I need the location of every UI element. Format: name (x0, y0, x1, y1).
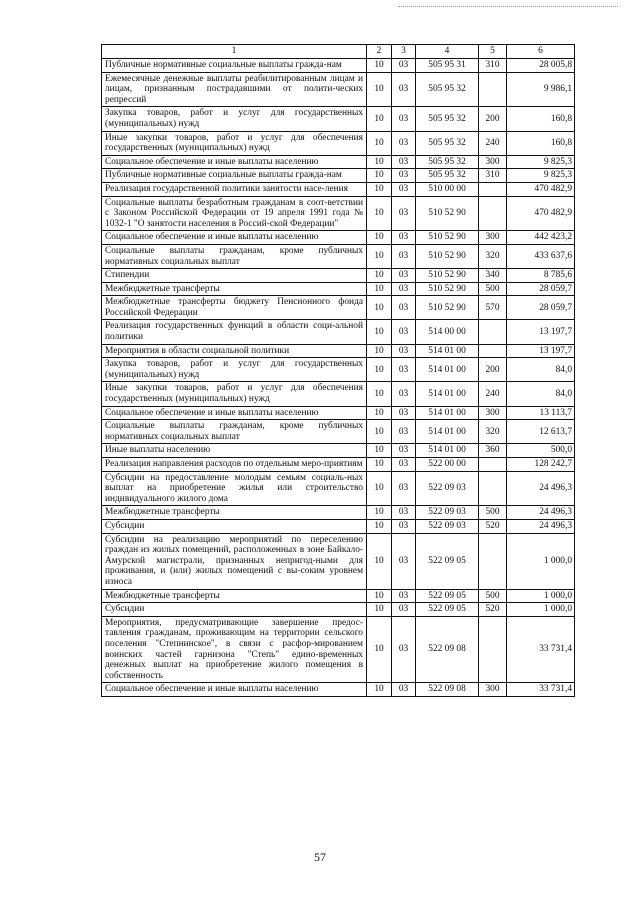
row-expense-type: 520 (479, 603, 507, 617)
row-name: Ежемесячные денежные выплаты реабилитированным лицам и лицам, признанным пострадавшими от полити-ческих репрессий (102, 72, 367, 107)
row-amount: 1 000,0 (507, 589, 575, 603)
row-section: 10 (367, 471, 392, 506)
row-expense-type: 520 (479, 519, 507, 533)
row-amount: 433 637,6 (507, 244, 575, 268)
row-name: Социальные выплаты безработным гражданам в соот-ветствии с Законом Российской Федерации от 19 апреля 1991 года № 1032-1 "О занятости населения в Россий-ской Федерации" (102, 196, 367, 231)
row-name: Реализация направления расходов по отдельным меро-приятиям (102, 458, 367, 472)
row-subsection: 03 (392, 420, 416, 444)
row-target-code: 514 01 00 (416, 344, 479, 358)
row-subsection: 03 (392, 269, 416, 283)
row-expense-type: 310 (479, 59, 507, 73)
row-subsection: 03 (392, 231, 416, 245)
table-row (102, 72, 575, 107)
row-amount: 13 197,7 (507, 320, 575, 344)
row-subsection: 03 (392, 344, 416, 358)
row-target-code: 522 09 05 (416, 533, 479, 589)
row-name: Субсидии (102, 519, 367, 533)
row-expense-type (479, 471, 507, 506)
table-row (102, 320, 575, 344)
row-target-code: 522 09 08 (416, 683, 479, 697)
budget-table (101, 44, 575, 697)
row-name: Социальное обеспечение и иные выплаты населению (102, 231, 367, 245)
row-subsection: 03 (392, 169, 416, 183)
row-section: 10 (367, 231, 392, 245)
row-amount: 84,0 (507, 358, 575, 382)
row-section: 10 (367, 382, 392, 406)
table-row (102, 458, 575, 472)
row-expense-type (479, 196, 507, 231)
row-name: Публичные нормативные социальные выплаты гражда-нам (102, 59, 367, 73)
row-amount: 160,8 (507, 107, 575, 131)
row-name: Социальные выплаты гражданам, кроме публичных нормативных социальных выплат (102, 244, 367, 268)
table-header-row (102, 45, 575, 59)
header-col-5: 5 (479, 45, 507, 59)
row-expense-type: 500 (479, 589, 507, 603)
row-target-code: 505 95 32 (416, 131, 479, 155)
row-section: 10 (367, 589, 392, 603)
header-col-4: 4 (416, 45, 479, 59)
row-expense-type: 240 (479, 131, 507, 155)
row-section: 10 (367, 519, 392, 533)
table-row (102, 169, 575, 183)
row-amount: 9 825,3 (507, 169, 575, 183)
table-row (102, 59, 575, 73)
row-target-code: 522 09 03 (416, 471, 479, 506)
row-amount: 442 423,2 (507, 231, 575, 245)
row-target-code: 514 01 00 (416, 382, 479, 406)
table-row (102, 282, 575, 296)
row-section: 10 (367, 282, 392, 296)
row-section: 10 (367, 244, 392, 268)
row-section: 10 (367, 533, 392, 589)
row-subsection: 03 (392, 471, 416, 506)
row-expense-type: 300 (479, 683, 507, 697)
header-col-3: 3 (392, 45, 416, 59)
row-amount: 8 785,6 (507, 269, 575, 283)
table-body (102, 59, 575, 697)
header-col-1: 1 (102, 45, 367, 59)
row-target-code: 522 09 05 (416, 603, 479, 617)
row-amount: 24 496,3 (507, 506, 575, 520)
row-section: 10 (367, 458, 392, 472)
table-row (102, 231, 575, 245)
row-amount: 12 613,7 (507, 420, 575, 444)
row-target-code: 522 09 08 (416, 616, 479, 683)
row-subsection: 03 (392, 589, 416, 603)
row-amount: 128 242,7 (507, 458, 575, 472)
row-name: Закупка товаров, работ и услуг для государственных (муниципальных) нужд (102, 107, 367, 131)
row-amount: 24 496,3 (507, 519, 575, 533)
row-expense-type: 320 (479, 244, 507, 268)
row-name: Субсидии (102, 603, 367, 617)
page-number: 57 (314, 850, 326, 864)
row-amount: 9 825,3 (507, 155, 575, 169)
row-name: Реализация государственной политики занятости насе-ления (102, 182, 367, 196)
table-row (102, 589, 575, 603)
header-col-2: 2 (367, 45, 392, 59)
row-section: 10 (367, 155, 392, 169)
row-section: 10 (367, 59, 392, 73)
row-amount: 28 005,8 (507, 59, 575, 73)
row-name: Межбюджетные трансферты (102, 282, 367, 296)
row-expense-type (479, 533, 507, 589)
row-amount: 470 482,9 (507, 182, 575, 196)
row-section: 10 (367, 683, 392, 697)
row-amount: 28 059,7 (507, 282, 575, 296)
row-expense-type: 300 (479, 406, 507, 420)
row-target-code: 514 01 00 (416, 420, 479, 444)
row-amount: 1 000,0 (507, 533, 575, 589)
row-target-code: 514 01 00 (416, 444, 479, 458)
row-section: 10 (367, 358, 392, 382)
row-subsection: 03 (392, 296, 416, 320)
row-expense-type: 200 (479, 358, 507, 382)
row-amount: 24 496,3 (507, 471, 575, 506)
row-subsection: 03 (392, 59, 416, 73)
row-name: Мероприятия, предусматривающие завершение предос-тавления гражданам, проживающим на территории сельского поселения "Степнинское", в связи с расфор-мированием воинских частей гарнизона "Степь" едино-временных денежных выплат на приобретение жилого помещения в собственность (102, 616, 367, 683)
row-subsection: 03 (392, 533, 416, 589)
row-amount: 1 000,0 (507, 603, 575, 617)
table-row (102, 519, 575, 533)
row-subsection: 03 (392, 382, 416, 406)
table-row (102, 420, 575, 444)
row-amount: 13 113,7 (507, 406, 575, 420)
row-section: 10 (367, 182, 392, 196)
table-row (102, 382, 575, 406)
row-expense-type (479, 458, 507, 472)
row-target-code: 514 00 00 (416, 320, 479, 344)
row-expense-type (479, 344, 507, 358)
row-expense-type: 340 (479, 269, 507, 283)
row-name: Мероприятия в области социальной политики (102, 344, 367, 358)
row-amount: 9 986,1 (507, 72, 575, 107)
row-name: Иные выплаты населению (102, 444, 367, 458)
row-expense-type (479, 72, 507, 107)
row-subsection: 03 (392, 107, 416, 131)
row-section: 10 (367, 72, 392, 107)
row-target-code: 505 95 31 (416, 59, 479, 73)
row-amount: 160,8 (507, 131, 575, 155)
row-subsection: 03 (392, 683, 416, 697)
row-target-code: 505 95 32 (416, 155, 479, 169)
row-section: 10 (367, 269, 392, 283)
row-subsection: 03 (392, 506, 416, 520)
table-row (102, 107, 575, 131)
row-target-code: 510 52 90 (416, 269, 479, 283)
row-section: 10 (367, 406, 392, 420)
row-subsection: 03 (392, 244, 416, 268)
row-name: Межбюджетные трансферты (102, 506, 367, 520)
table-row (102, 358, 575, 382)
row-subsection: 03 (392, 358, 416, 382)
table-row (102, 244, 575, 268)
row-expense-type: 240 (479, 382, 507, 406)
row-name: Иные закупки товаров, работ и услуг для обеспечения государственных (муниципальных) нужд (102, 382, 367, 406)
row-section: 10 (367, 296, 392, 320)
row-amount: 28 059,7 (507, 296, 575, 320)
row-name: Межбюджетные трансферты бюджету Пенсионного фонда Российской Федерации (102, 296, 367, 320)
table-row (102, 471, 575, 506)
row-amount: 500,0 (507, 444, 575, 458)
row-expense-type (479, 182, 507, 196)
row-subsection: 03 (392, 616, 416, 683)
row-subsection: 03 (392, 458, 416, 472)
row-target-code: 522 09 05 (416, 589, 479, 603)
top-dotted-rule (398, 6, 618, 7)
row-expense-type: 300 (479, 155, 507, 169)
table-row (102, 683, 575, 697)
row-name: Субсидии на предоставление молодым семьям социаль-ных выплат на приобретение жилья или строительство индивидуального жилого дома (102, 471, 367, 506)
row-amount: 13 197,7 (507, 344, 575, 358)
row-section: 10 (367, 344, 392, 358)
row-name: Реализация государственных функций в области соци-альной политики (102, 320, 367, 344)
row-target-code: 510 00 00 (416, 182, 479, 196)
table-row (102, 131, 575, 155)
header-col-6: 6 (507, 45, 575, 59)
row-subsection: 03 (392, 603, 416, 617)
row-expense-type: 360 (479, 444, 507, 458)
row-name: Социальное обеспечение и иные выплаты населению (102, 683, 367, 697)
row-subsection: 03 (392, 131, 416, 155)
row-target-code: 505 95 32 (416, 72, 479, 107)
row-name: Публичные нормативные социальные выплаты гражда-нам (102, 169, 367, 183)
row-subsection: 03 (392, 519, 416, 533)
row-target-code: 510 52 90 (416, 296, 479, 320)
row-expense-type (479, 616, 507, 683)
row-target-code: 514 01 00 (416, 358, 479, 382)
row-section: 10 (367, 506, 392, 520)
row-name: Межбюджетные трансферты (102, 589, 367, 603)
row-target-code: 505 95 32 (416, 107, 479, 131)
row-section: 10 (367, 603, 392, 617)
table-row (102, 269, 575, 283)
row-subsection: 03 (392, 196, 416, 231)
row-subsection: 03 (392, 155, 416, 169)
row-amount: 470 482,9 (507, 196, 575, 231)
row-name: Социальное обеспечение и иные выплаты населению (102, 406, 367, 420)
row-subsection: 03 (392, 444, 416, 458)
row-section: 10 (367, 420, 392, 444)
table-row (102, 296, 575, 320)
row-expense-type: 570 (479, 296, 507, 320)
row-expense-type: 500 (479, 282, 507, 296)
row-subsection: 03 (392, 282, 416, 296)
row-expense-type: 300 (479, 231, 507, 245)
row-target-code: 510 52 90 (416, 196, 479, 231)
row-subsection: 03 (392, 72, 416, 107)
row-amount: 33 731,4 (507, 616, 575, 683)
row-name: Социальное обеспечение и иные выплаты населению (102, 155, 367, 169)
row-name: Субсидии на реализацию мероприятий по переселению граждан из жилых помещений, расположенных в зоне Байкало-Амурской магистрали, признанных непригод-ными для проживания, и (или) жилых помещений с вы-соким уровнем износа (102, 533, 367, 589)
row-section: 10 (367, 196, 392, 231)
table-row (102, 196, 575, 231)
table-row (102, 533, 575, 589)
row-target-code: 510 52 90 (416, 282, 479, 296)
row-subsection: 03 (392, 182, 416, 196)
row-section: 10 (367, 131, 392, 155)
table-row (102, 155, 575, 169)
row-section: 10 (367, 320, 392, 344)
table-row (102, 616, 575, 683)
row-expense-type: 320 (479, 420, 507, 444)
table-row (102, 603, 575, 617)
row-subsection: 03 (392, 320, 416, 344)
table-row (102, 444, 575, 458)
row-name: Закупка товаров, работ и услуг для государственных (муниципальных) нужд (102, 358, 367, 382)
row-expense-type: 200 (479, 107, 507, 131)
table-row (102, 406, 575, 420)
row-target-code: 505 95 32 (416, 169, 479, 183)
table-row (102, 506, 575, 520)
row-section: 10 (367, 107, 392, 131)
row-amount: 33 731,4 (507, 683, 575, 697)
row-target-code: 522 00 00 (416, 458, 479, 472)
row-subsection: 03 (392, 406, 416, 420)
row-section: 10 (367, 169, 392, 183)
row-expense-type: 310 (479, 169, 507, 183)
row-target-code: 514 01 00 (416, 406, 479, 420)
row-target-code: 522 09 03 (416, 519, 479, 533)
row-section: 10 (367, 616, 392, 683)
table-row (102, 182, 575, 196)
row-expense-type (479, 320, 507, 344)
row-name: Социальные выплаты гражданам, кроме публичных нормативных социальных выплат (102, 420, 367, 444)
row-expense-type: 500 (479, 506, 507, 520)
row-name: Иные закупки товаров, работ и услуг для обеспечения государственных (муниципальных) нужд (102, 131, 367, 155)
table-row (102, 344, 575, 358)
row-target-code: 522 09 03 (416, 506, 479, 520)
row-name: Стипендии (102, 269, 367, 283)
row-target-code: 510 52 90 (416, 231, 479, 245)
row-section: 10 (367, 444, 392, 458)
row-target-code: 510 52 90 (416, 244, 479, 268)
row-amount: 84,0 (507, 382, 575, 406)
